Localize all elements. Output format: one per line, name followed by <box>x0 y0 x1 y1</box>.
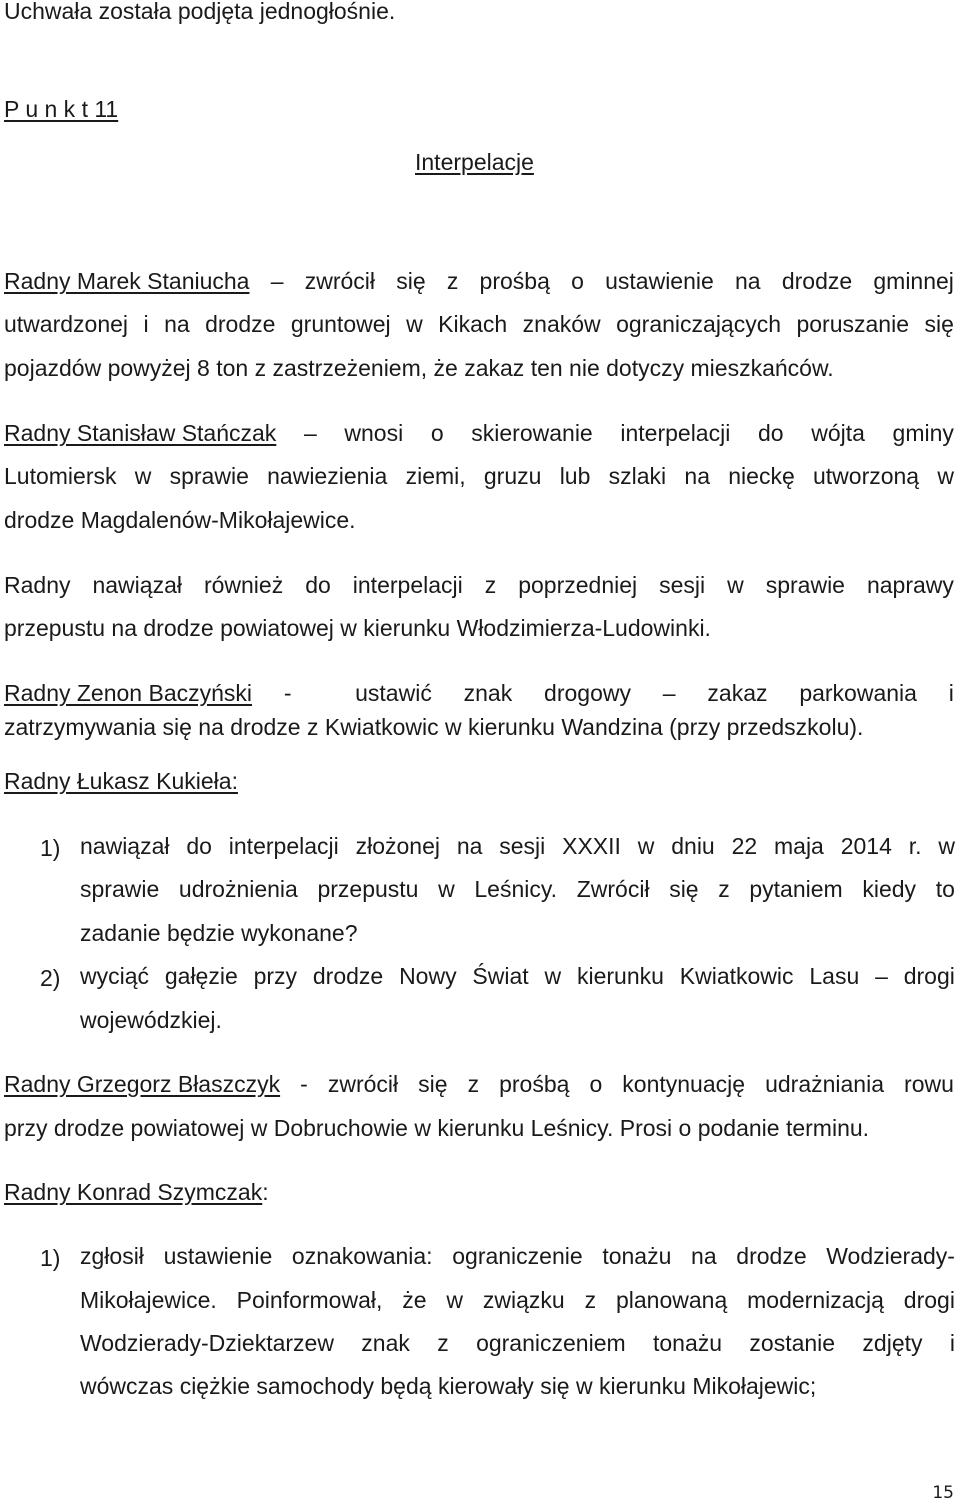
word: sesji <box>499 833 546 859</box>
p2-line-3: drodze Magdalenów-Mikołajewice. <box>4 507 356 533</box>
word: - <box>300 1071 308 1097</box>
colon: : <box>262 1179 269 1205</box>
p1-line-2 <box>4 313 954 336</box>
word: XXXII <box>562 833 621 859</box>
word: drodze <box>205 311 276 337</box>
word: drogi <box>903 1287 955 1313</box>
word: oznakowania: <box>291 1243 433 1269</box>
word: wójta <box>811 420 865 446</box>
word: do <box>757 420 784 446</box>
word: w <box>938 833 955 859</box>
word: Lutomiersk <box>4 463 117 489</box>
word: zwrócił <box>304 268 375 294</box>
councillor-name: Radny Stanisław Stańczak <box>4 420 277 446</box>
word: związku <box>482 1287 565 1313</box>
word: gruzu <box>483 463 542 489</box>
p1-line-3: pojazdów powyżej 8 ton z zastrzeżeniem, że zakaz ten nie dotyczy mieszkańców. <box>4 355 834 381</box>
word: się <box>924 311 954 337</box>
word: na <box>735 268 761 294</box>
word: Wodzierady-Dziektarzew <box>80 1330 334 1356</box>
word: wyciąć <box>80 963 150 989</box>
word: maja <box>774 833 824 859</box>
word: kontynuację <box>622 1071 746 1097</box>
p7-heading <box>4 1181 269 1204</box>
word: się <box>396 268 426 294</box>
word: do <box>305 572 331 598</box>
word: i <box>948 680 954 706</box>
word: znaków <box>522 311 601 337</box>
word: wnosi <box>344 420 404 446</box>
word: znak <box>463 680 513 706</box>
word: się <box>418 1071 448 1097</box>
p5-item2-line-1 <box>80 965 955 988</box>
p5-item1-line-1 <box>80 835 955 858</box>
word: drogowy <box>544 680 631 706</box>
word: Zwrócił <box>576 876 650 902</box>
word: znak <box>361 1330 410 1356</box>
word: – <box>303 420 317 446</box>
word: Kikach <box>438 311 508 337</box>
word: to <box>935 876 955 902</box>
word: 2014 <box>840 833 892 859</box>
word: zwrócił <box>327 1071 399 1097</box>
word: sprawie <box>169 463 249 489</box>
word: na <box>456 833 483 859</box>
word: dniu <box>671 833 715 859</box>
word: gruntowej <box>290 311 391 337</box>
word: Poinformował, <box>236 1287 383 1313</box>
word: Lasu <box>809 963 860 989</box>
word: że <box>402 1287 427 1313</box>
word: naprawy <box>866 572 954 598</box>
word: również <box>203 572 284 598</box>
section-heading: Interpelacje <box>415 149 534 175</box>
word: w <box>134 463 152 489</box>
word: ograniczających <box>616 311 782 337</box>
list-number: 1) <box>40 1245 61 1271</box>
word: poprzedniej <box>518 572 638 598</box>
word: skierowanie <box>471 420 593 446</box>
word: szlaki <box>608 463 667 489</box>
word: z <box>584 1287 597 1313</box>
word: nawiezienia <box>267 463 388 489</box>
word: rowu <box>904 1071 954 1097</box>
word: na <box>164 311 190 337</box>
word: z <box>437 1330 449 1356</box>
word: drogi <box>903 963 955 989</box>
p5-item2-line-2: wojewódzkiej. <box>80 1007 222 1033</box>
list-number: 1) <box>40 835 61 861</box>
word: o <box>571 268 584 294</box>
word: zostanie <box>749 1330 836 1356</box>
word: zakaz <box>707 680 768 706</box>
word: – <box>662 680 676 706</box>
word: nawiązał <box>80 833 170 859</box>
word: z <box>718 876 730 902</box>
word: o <box>430 420 444 446</box>
word: w <box>637 833 655 859</box>
word: gałęzie <box>164 963 238 989</box>
word: się <box>669 876 699 902</box>
word: tonażu <box>602 1243 672 1269</box>
word: Mikołajewice. <box>80 1287 217 1313</box>
p7-item1-line-3 <box>80 1332 955 1355</box>
p7-item1-line-4: wówczas ciężkie samochody będą kierowały się w kierunku Mikołajewic; <box>80 1373 817 1399</box>
p5-item1-line-2 <box>80 878 955 901</box>
word: nawiązał <box>92 572 182 598</box>
word: ograniczenie <box>452 1243 583 1269</box>
word: gminy <box>892 420 954 446</box>
word: – <box>875 963 888 989</box>
word: interpelacji <box>228 833 339 859</box>
word: prośbą <box>479 268 550 294</box>
councillor-name: Radny Zenon Baczyński <box>4 680 253 706</box>
word: udrażniania <box>765 1071 884 1097</box>
word: sesji <box>659 572 706 598</box>
word: zgłosił <box>80 1243 144 1269</box>
word: i <box>949 1330 955 1356</box>
word: na <box>684 463 710 489</box>
councillor-name: Radny Grzegorz Błaszczyk <box>4 1071 281 1097</box>
word: przepustu <box>317 876 419 902</box>
word: o <box>589 1071 603 1097</box>
p4-line-2: zatrzymywania się na drodze z Kwiatkowic w kierunku Wandzina (przy przedszkolu). <box>4 714 864 740</box>
word: poruszanie <box>796 311 909 337</box>
word: ustawienie <box>605 268 714 294</box>
word: modernizacją <box>747 1287 884 1313</box>
word: w <box>438 876 455 902</box>
word: – <box>270 268 284 294</box>
p7-item1-line-2 <box>80 1289 955 1312</box>
word: ziemi, <box>405 463 466 489</box>
word: z <box>467 1071 480 1097</box>
word: tonażu <box>653 1330 723 1356</box>
p2-line-2 <box>4 465 954 488</box>
word: ograniczeniem <box>476 1330 626 1356</box>
section-number: P u n k t 11 <box>4 96 119 122</box>
councillor-name: Radny Marek Staniucha <box>4 268 250 294</box>
word: na <box>691 1243 717 1269</box>
word: utworzoną <box>812 463 920 489</box>
word: 22 <box>731 833 758 859</box>
word: pytaniem <box>749 876 843 902</box>
word: przy <box>253 963 298 989</box>
word: parkowania <box>799 680 917 706</box>
word: drodze <box>312 963 384 989</box>
word: do <box>186 833 212 859</box>
word: w <box>937 463 954 489</box>
list-number: 2) <box>40 965 61 991</box>
word: w <box>544 963 562 989</box>
word: planowaną <box>615 1287 728 1313</box>
p3-line-1 <box>4 574 954 597</box>
word: w <box>406 311 423 337</box>
word: w <box>446 1287 464 1313</box>
word: złożonej <box>355 833 440 859</box>
p7-item1-line-1 <box>80 1245 955 1268</box>
word: udrożnienia <box>178 876 298 902</box>
word: i <box>143 311 149 337</box>
word: kierunku <box>576 963 664 989</box>
word: z <box>484 572 497 598</box>
resolution-note: Uchwała została podjęta jednogłośnie. <box>4 0 396 24</box>
word: utwardzonej <box>4 311 129 337</box>
word: Wodzierady- <box>826 1243 955 1269</box>
word: z <box>446 268 459 294</box>
word: drodze <box>736 1243 807 1269</box>
word: r. <box>908 833 922 859</box>
word: Leśnicy. <box>474 876 558 902</box>
word: Radny <box>4 572 71 598</box>
councillor-name: Radny Konrad Szymczak <box>4 1179 263 1205</box>
word: prośbą <box>499 1071 570 1097</box>
word: drodze <box>781 268 853 294</box>
councillor-name: Radny Łukasz Kukieła: <box>4 768 238 794</box>
word: ustawienie <box>163 1243 273 1269</box>
word: interpelacji <box>352 572 463 598</box>
p6-line-2: przy drodze powiatowej w Dobruchowie w kierunku Leśnicy. Prosi o podanie terminu. <box>4 1115 870 1141</box>
word: lub <box>559 463 591 489</box>
p2-line-1 <box>4 422 954 445</box>
p3-line-2: przepustu na drodze powiatowej w kierunku Włodzimierza-Ludowinki. <box>4 615 711 641</box>
page-number: 15 <box>932 1483 954 1503</box>
word: sprawie <box>80 876 160 902</box>
p4-line-1 <box>4 682 954 705</box>
p5-item1-line-3: zadanie będzie wykonane? <box>80 920 358 946</box>
word: ustawić <box>355 680 432 706</box>
word: Kwiatkowic <box>679 963 794 989</box>
word: - <box>283 680 292 706</box>
word: gminnej <box>873 268 954 294</box>
word: sprawie <box>765 572 845 598</box>
word: Świat <box>472 963 529 989</box>
word: Nowy <box>399 963 457 989</box>
word: zdjęty <box>862 1330 923 1356</box>
p6-line-1 <box>4 1073 954 1096</box>
word: w <box>727 572 744 598</box>
word: interpelacji <box>620 420 731 446</box>
p1-line-1 <box>4 270 954 293</box>
word: kiedy <box>862 876 917 902</box>
word: nieckę <box>728 463 795 489</box>
